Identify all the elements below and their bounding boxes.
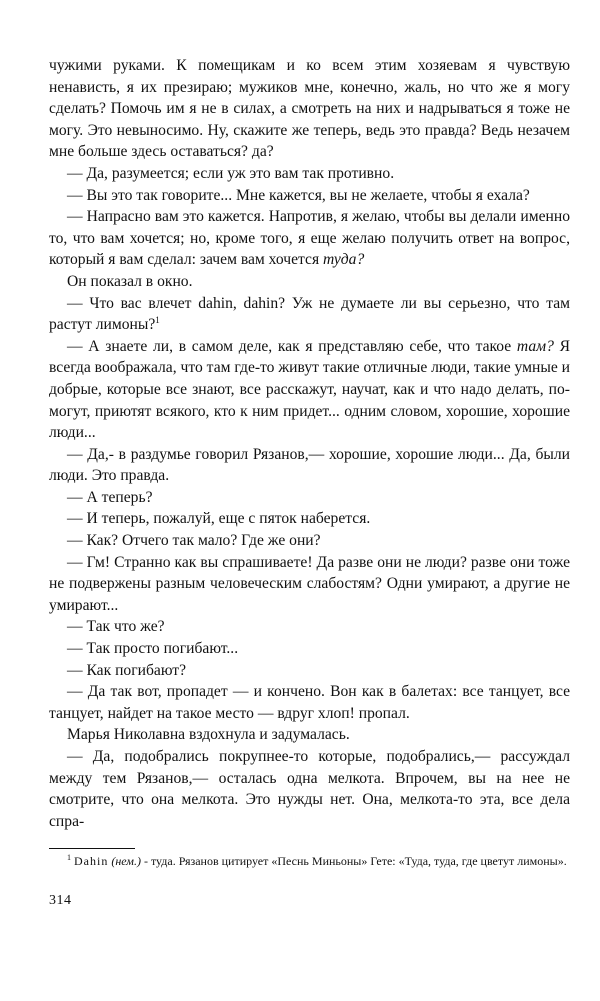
- paragraph-13: — Так что же?: [67, 618, 165, 636]
- paragraph-17: Марья Николавна вздохнула и задумалась.: [67, 726, 350, 744]
- emphasis-tuda: туда?: [323, 251, 365, 269]
- footnote-term: Dahin: [74, 854, 109, 868]
- emphasis-tam: там?: [516, 337, 554, 355]
- page-number: 314: [49, 893, 72, 908]
- paragraph-5: Он показал в окно.: [67, 272, 193, 290]
- paragraph-11: — Как? Отчего так мало? Где же они?: [67, 532, 321, 550]
- paragraph-15: — Как погибают?: [67, 661, 187, 679]
- footnote: [49, 853, 570, 870]
- paragraph-12: — Гм! Странно как вы спрашиваете! Да разве они не люди? разве они тоже не подвержены разным человеческим слабостям? Одни умирают, а другие не умирают...: [49, 553, 570, 614]
- paragraph-10: — И теперь, пожалуй, еще с пяток наберется.: [67, 510, 371, 528]
- paragraph-14: — Так просто погибают...: [67, 640, 239, 658]
- paragraph-8: — Да,- в раздумье говорил Рязанов,— хорошие, хорошие люди... Да, были люди. Это правда.: [49, 445, 570, 485]
- paragraph-18: — Да, подобрались покрупнее-то которые, подобрались,— рассуждал между тем Рязанов,— осталась одна мелкота. Впрочем, вы на нее не смотрите, что она мелкота. Это нужды нет. Она, мелкота-то эта, все дела спра-: [49, 748, 570, 830]
- paragraph-16: — Да так вот, пропадет — и кончено. Вон как в балетах: все танцует, все танцует, найдет на такое место — вдруг хлоп! пропал.: [49, 683, 570, 722]
- paragraph-1: чужими руками. К помещикам и ко всем этим хозяевам я чувствую ненависть, я их презираю; мужиков мне, конечно, жаль, но что же я могу сделать? Помочь им я не в силах, а смотреть на них и надрываться я тоже не могу. Это невыносимо. Ну, скажите же теперь, ведь это правда? Ведь незачем мне больше здесь оставаться? да?: [49, 57, 570, 161]
- footnote-divider: [49, 848, 135, 849]
- footnote-marker: 1: [67, 853, 71, 862]
- footnote-reference[interactable]: 1: [155, 314, 160, 325]
- paragraph-6: — Что вас влечет dahin, dahin? Уж не думаете ли вы серьезно, что там растут лимоны?$^1$: [49, 294, 570, 334]
- paragraph-3: — Вы это так говорите... Мне кажется, вы не желаете, чтобы я ехала?: [67, 186, 530, 204]
- paragraph-9: — А теперь?: [67, 488, 153, 506]
- footnote-lang-note: (нем.): [111, 854, 141, 868]
- body-text: [49, 55, 570, 832]
- paragraph-4: — Напрасно вам это кажется. Напротив, я желаю, чтобы вы делали именно то, что вам хочется; но, кроме того, я еще желаю получить ответ на вопрос, который я вам сделал: зачем вам хочется туда?: [49, 208, 570, 269]
- footnote-text: - туда. Рязанов цитирует «Песнь Миньоны» Гете: «Туда, туда, где цветут лимоны».: [140, 854, 567, 868]
- book-page: [49, 55, 570, 832]
- paragraph-2: — Да, разумеется; если уж это вам так противно.: [67, 164, 395, 182]
- paragraph-7: — А знаете ли, в самом деле, как я представляю себе, что такое там? Я всегда воображала, что там где-то живут такие отличные люди, такие умные и добрые, которые все знают, все расскажут, научат, как и что надо делать, помогут, приютят всякого, кто к ним придет... одним словом, хорошие, хорошие люди...: [49, 337, 570, 442]
